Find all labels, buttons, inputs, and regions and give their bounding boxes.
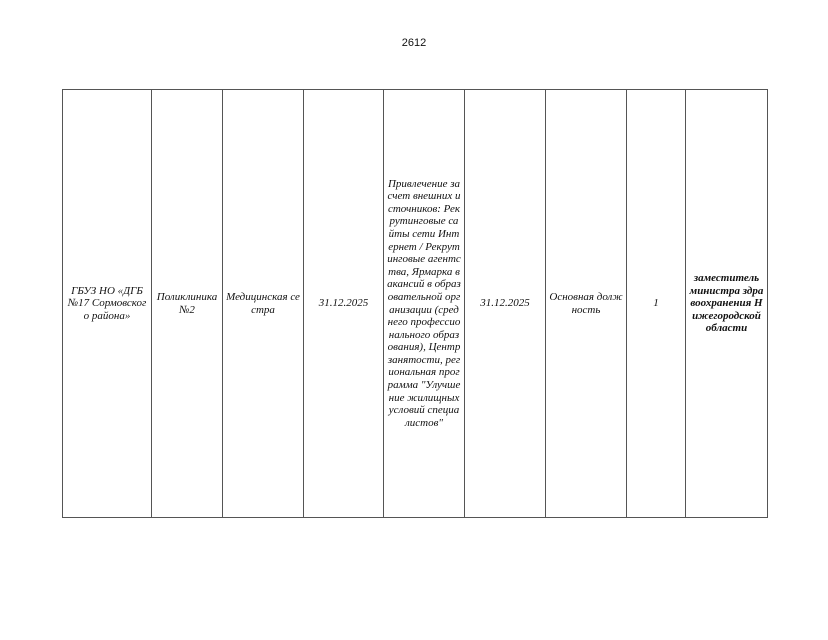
cell-date-1: 31.12.2025: [304, 90, 384, 518]
cell-date-2: 31.12.2025: [465, 90, 546, 518]
cell-responsible: заместитель министра здравоохранения Нижегородской области: [686, 90, 768, 518]
page-number: 2612: [401, 37, 427, 49]
cell-organization: ГБУЗ НО «ДГБ №17 Сормовского района»: [63, 90, 152, 518]
cell-position-type: Основная должность: [546, 90, 627, 518]
cell-subdivision: Поликлиника №2: [152, 90, 223, 518]
cell-position: Медицинская сестра: [223, 90, 304, 518]
table-row: [63, 90, 768, 518]
cell-measures: Привлечение за счет внешних источников: Рекрутинговые сайты сети Интернет / Рекрутинговые агентства, Ярмарка вакансий в образовательной организации (среднего профессионального образования), Центр занятости, региональная программа "Улучшение жилищных условий специалистов": [384, 90, 465, 518]
cell-count: 1: [627, 90, 686, 518]
vacancy-table: [62, 89, 768, 518]
